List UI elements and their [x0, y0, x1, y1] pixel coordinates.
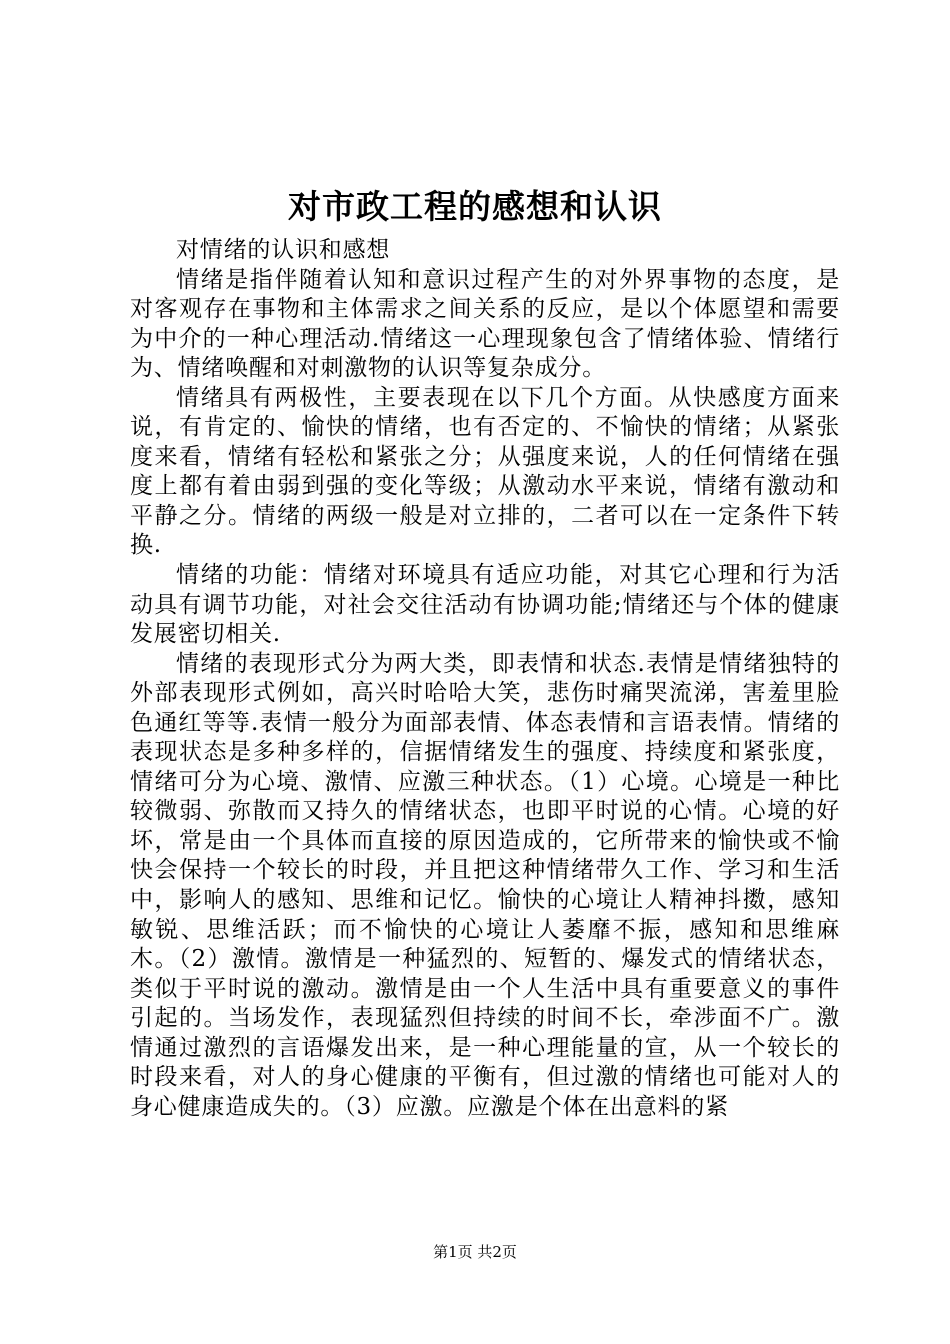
paragraph-definition: 情绪是指伴随着认知和意识过程产生的对外界事物的态度，是对客观存在事物和主体需求之间关系的反应，是以个体愿望和需要为中介的一种心理活动.情绪这一心理现象包含了情绪体验、情绪行为、情绪唤醒和对刺激物的认识等复杂成分。: [130, 266, 840, 382]
document-title: 对市政工程的感想和认识: [288, 187, 662, 226]
document-body: [130, 236, 840, 1122]
page-footer: 第1页 共2页: [433, 1243, 517, 1261]
paragraph-expression: 情绪的表现形式分为两大类，即表情和状态.表情是情绪独特的外部表现形式例如，高兴时哈哈大笑，悲伤时痛哭流涕，害羞里脸色通红等等.表情一般分为面部表情、体态表情和言语表情。情绪的表现状态是多种多样的，信据情绪发生的强度、持续度和紧张度，情绪可分为心境、激情、应激三种状态。（1）心境。心境是一种比较微弱、弥散而又持久的情绪状态，也即平时说的心情。心境的好坏，常是由一个具体而直接的原因造成的，它所带来的愉快或不愉快会保持一个较长的时段，并且把这种情绪带久工作、学习和生活中，影响人的感知、思维和记忆。愉快的心境让人精神抖擞，感知敏锐、思维活跃；而不愉快的心境让人萎靡不振，感知和思维麻木。（2）激情。激情是一种猛烈的、短暂的、爆发式的情绪状态，类似于平时说的激动。激情是由一个人生活中具有重要意义的事件引起的。当场发作，表现猛烈但持续的时间不长，牵涉面不广。激情通过激烈的言语爆发出来，是一种心理能量的宣，从一个较长的时段来看，对人的身心健康的平衡有，但过激的情绪也可能对人的身心健康造成失的。（3）应激。应激是个体在出意料的紧: [130, 650, 840, 1120]
paragraph-polarity: 情绪具有两极性，主要表现在以下几个方面。从快感度方面来说，有肯定的、愉快的情绪，也有否定的、不愉快的情绪；从紧张度来看，情绪有轻松和紧张之分；从强度来说，人的任何情绪在强度上都有着由弱到强的变化等级；从激动水平来说，情绪有激动和平静之分。情绪的两级一般是对立排的，二者可以在一定条件下转换.: [130, 384, 840, 559]
paragraph-function: 情绪的功能：情绪对环境具有适应功能，对其它心理和行为活动具有调节功能，对社会交往活动有协调功能;情绪还与个体的健康发展密切相关.: [130, 562, 840, 648]
paragraph-subtitle: 对情绪的认识和感想: [176, 237, 391, 263]
